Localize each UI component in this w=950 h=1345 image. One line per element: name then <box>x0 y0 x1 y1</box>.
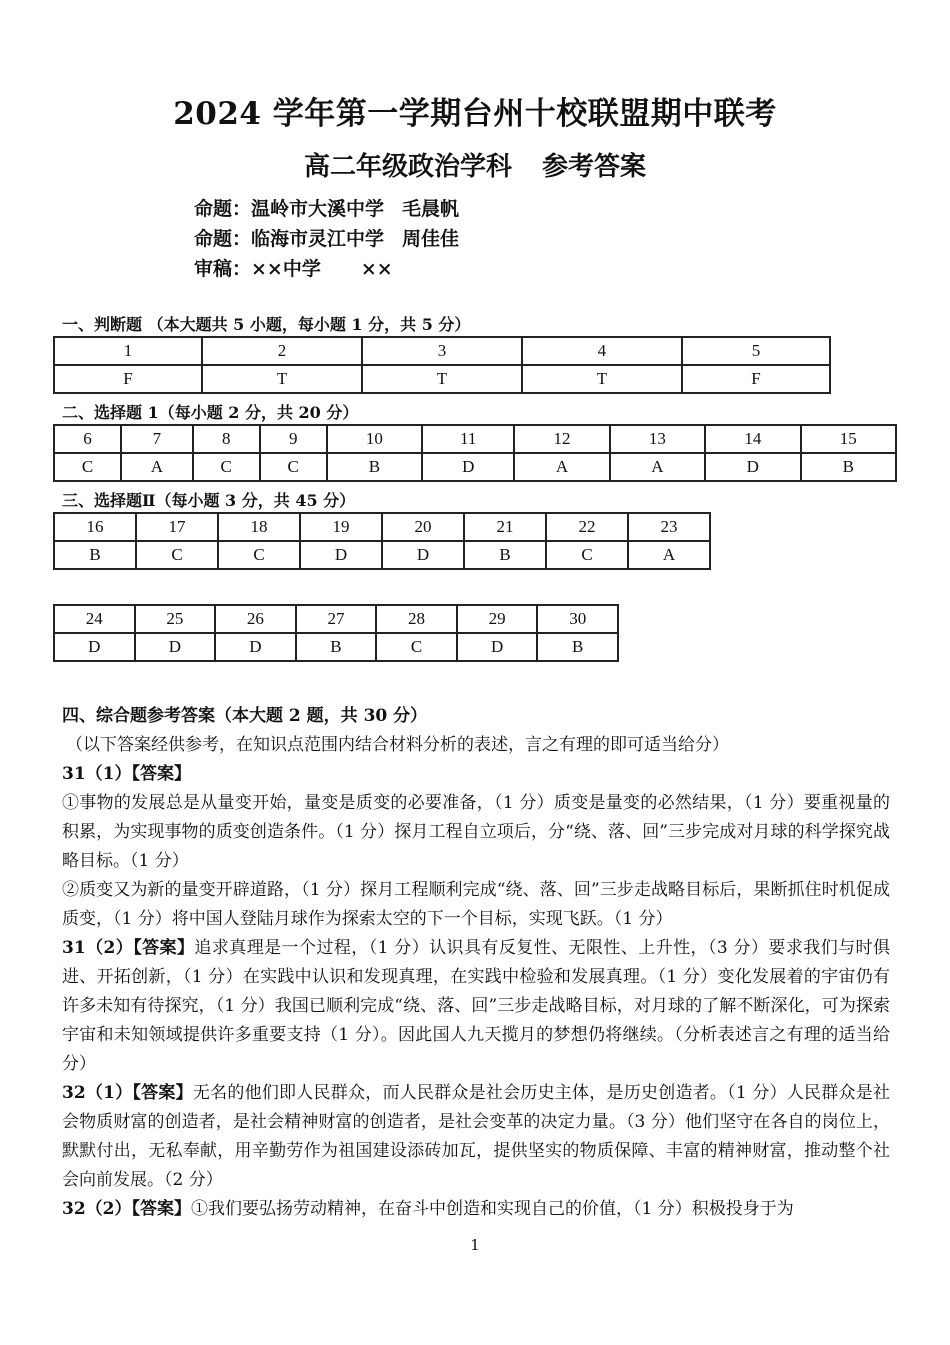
answer-cell: C <box>376 633 457 661</box>
credit-row <box>194 254 459 284</box>
q31-1-point-1: ①事物的发展总是从量变开始，量变是质变的必要准备，（1 分）质变是量变的必然结果，（1 分）要重视量的积累，为实现事物的质变创造条件。（1 分）探月工程自立项后，分“绕、落、回”三步完成对月球的科学探究战略目标。（1 分） <box>62 793 890 871</box>
credit-name: ×× <box>360 258 393 280</box>
question-number: 23 <box>628 513 710 541</box>
credit-role: 命题： <box>194 228 252 250</box>
question-number: 11 <box>422 425 514 453</box>
answer-cell: B <box>54 541 136 569</box>
essay-answers <box>62 702 890 1224</box>
q32-2-text: ①我们要弘扬劳动精神，在奋斗中创造和实现自己的价值，（1 分）积极投身于为 <box>191 1199 794 1219</box>
q32-1-label: 32（1）【答案】 <box>62 1083 193 1103</box>
question-number-row <box>54 425 896 453</box>
section-2-heading: 二、选择题 1（每小题 2 分，共 20 分） <box>62 403 359 422</box>
question-number: 15 <box>801 425 896 453</box>
answer-cell: A <box>628 541 710 569</box>
answer-cell: C <box>260 453 327 481</box>
question-number-row <box>54 605 618 633</box>
question-number: 27 <box>296 605 377 633</box>
q31-1-point-2: ②质变又为新的量变开辟道路，（1 分）探月工程顺利完成“绕、落、回”三步走战略目标后，果断抓住时机促成质变，（1 分）将中国人登陆月球作为探索太空的下一个目标，实现飞跃。（1 分） <box>62 880 890 929</box>
answer-row <box>54 453 896 481</box>
answer-cell: T <box>202 365 362 393</box>
answer-cell: D <box>54 633 135 661</box>
credit-role: 审稿： <box>194 258 252 280</box>
question-number: 18 <box>218 513 300 541</box>
answer-cell: A <box>610 453 705 481</box>
credit-school: 临海市灵江中学 <box>251 228 385 250</box>
answer-cell: C <box>54 453 121 481</box>
answer-cell: D <box>705 453 800 481</box>
answer-cell: D <box>422 453 514 481</box>
question-number: 30 <box>537 605 618 633</box>
question-number: 19 <box>300 513 382 541</box>
answer-cell: D <box>457 633 538 661</box>
answer-cell: T <box>362 365 522 393</box>
q31-2-text: 追求真理是一个过程，（1 分）认识具有反复性、无限性、上升性，（3 分）要求我们与时俱进、开拓创新，（1 分）在实践中认识和发现真理，在实践中检验和发展真理。（1 分）变化发展着的宇宙仍有许多未知有待探究，（1 分）我国已顺利完成“绕、落、回”三步走战略目标，对月球的了解不断深化，可为探索宇宙和未知领域提供许多重要支持（1 分）。因此国人九天揽月的梦想仍将继续。（分析表述言之有理的适当给分） <box>62 938 890 1074</box>
document-subtitle <box>0 146 950 183</box>
question-number: 21 <box>464 513 546 541</box>
answer-cell: T <box>522 365 682 393</box>
q32-2-label: 32（2）【答案】 <box>62 1199 191 1219</box>
choice-2-answer-table-a <box>53 512 711 570</box>
question-number: 22 <box>546 513 628 541</box>
answer-cell: F <box>682 365 830 393</box>
q32-1-text: 无名的他们即人民群众，而人民群众是社会历史主体，是历史创造者。（1 分）人民群众是社会物质财富的创造者，是社会精神财富的创造者，是社会变革的决定力量。（3 分）他们坚守在各自的岗位上，默默付出，无私奉献，用辛勤劳作为祖国建设添砖加瓦，提供坚实的物质保障、丰富的精神财富，推动整个社会向前发展。（2 分） <box>62 1083 890 1190</box>
q31-2-label: 31（2）【答案】 <box>62 938 195 958</box>
question-number: 17 <box>136 513 218 541</box>
answer-cell: C <box>218 541 300 569</box>
credit-school: 温岭市大溪中学 <box>251 198 385 220</box>
answer-cell: F <box>54 365 202 393</box>
question-number: 12 <box>514 425 609 453</box>
answer-cell: B <box>327 453 422 481</box>
answer-cell: D <box>135 633 216 661</box>
question-number: 20 <box>382 513 464 541</box>
question-number: 25 <box>135 605 216 633</box>
answer-cell: A <box>514 453 609 481</box>
question-number: 28 <box>376 605 457 633</box>
answer-cell: D <box>300 541 382 569</box>
question-number: 6 <box>54 425 121 453</box>
q32-2-answer <box>62 1195 890 1224</box>
question-number: 26 <box>215 605 296 633</box>
answer-cell: B <box>801 453 896 481</box>
credit-name: 周佳佳 <box>402 228 460 250</box>
q32-1-answer <box>62 1079 890 1195</box>
choice-2-answer-table-b <box>53 604 619 662</box>
answer-row <box>54 633 618 661</box>
q31-2-answer <box>62 934 890 1079</box>
question-number: 13 <box>610 425 705 453</box>
credits-block <box>194 194 459 284</box>
answer-cell: B <box>537 633 618 661</box>
question-number: 9 <box>260 425 327 453</box>
question-number: 14 <box>705 425 800 453</box>
question-number: 16 <box>54 513 136 541</box>
question-number: 24 <box>54 605 135 633</box>
question-number: 4 <box>522 337 682 365</box>
answer-cell: B <box>464 541 546 569</box>
question-number: 10 <box>327 425 422 453</box>
credit-row <box>194 224 459 254</box>
question-number-row <box>54 513 710 541</box>
question-number: 29 <box>457 605 538 633</box>
question-number: 2 <box>202 337 362 365</box>
true-false-answer-table <box>53 336 831 394</box>
section-4-heading: 四、综合题参考答案（本大题 2 题，共 30 分） <box>62 706 428 726</box>
answer-cell: D <box>382 541 464 569</box>
answer-cell: A <box>121 453 193 481</box>
question-number: 5 <box>682 337 830 365</box>
page-number: 1 <box>470 1236 480 1254</box>
choice-1-answer-table <box>53 424 897 482</box>
question-number: 7 <box>121 425 193 453</box>
section-1-heading: 一、判断题 （本大题共 5 小题，每小题 1 分，共 5 分） <box>62 315 471 334</box>
question-number: 1 <box>54 337 202 365</box>
q31-1-label: 31（1）【答案】 <box>62 764 191 784</box>
subject-label: 高二年级政治学科 <box>303 152 512 182</box>
answer-cell: B <box>296 633 377 661</box>
answer-row <box>54 365 830 393</box>
answer-key-label: 参考答案 <box>542 152 647 182</box>
answer-cell: D <box>215 633 296 661</box>
answer-row <box>54 541 710 569</box>
answer-cell: C <box>136 541 218 569</box>
scoring-note: （以下答案经供参考，在知识点范围内结合材料分析的表述，言之有理的即可适当给分） <box>66 735 729 755</box>
question-number: 8 <box>193 425 260 453</box>
document-title: 2024 学年第一学期台州十校联盟期中联考 <box>173 96 777 132</box>
credit-name: 毛晨帆 <box>402 198 460 220</box>
credit-role: 命题： <box>194 198 252 220</box>
credit-row <box>194 194 459 224</box>
credit-school: ××中学 <box>251 258 321 280</box>
answer-cell: C <box>193 453 260 481</box>
section-3-heading: 三、选择题Ⅱ（每小题 3 分，共 45 分） <box>62 491 356 510</box>
answer-cell: C <box>546 541 628 569</box>
question-number-row <box>54 337 830 365</box>
question-number: 3 <box>362 337 522 365</box>
